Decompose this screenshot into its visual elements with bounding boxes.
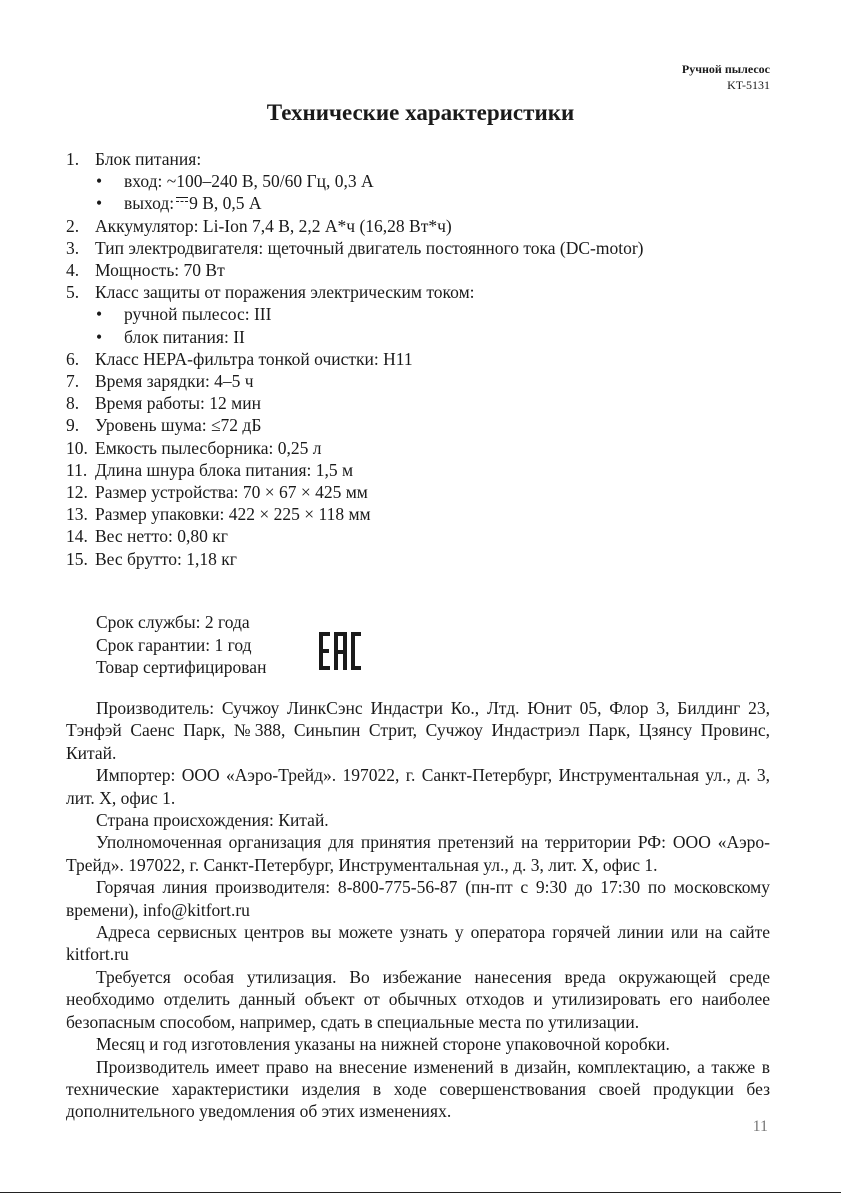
bullet-icon: • xyxy=(96,171,103,192)
spec-number: 1. xyxy=(66,149,80,169)
bullet-icon: • xyxy=(96,304,103,325)
spec-item xyxy=(66,348,776,370)
hotline-paragraph: Горячая линия производителя: 8-800-775-56-87 (пн-пт с 9:30 до 17:30 по московскому времени), info@kitfort.ru xyxy=(66,877,770,920)
spec-item xyxy=(66,281,776,303)
spec-number: 11. xyxy=(66,459,88,480)
spec-number: 13. xyxy=(66,504,88,525)
page-number: 11 xyxy=(752,1118,768,1135)
spec-text: Вес брутто: 1,18 кг xyxy=(95,548,237,569)
spec-text: Уровень шума: ≤72 дБ xyxy=(95,415,262,436)
certification-note: Товар сертифицирован xyxy=(96,657,267,677)
spec-text: Аккумулятор: Li-Ion 7,4 В, 2,2 А*ч (16,28 Вт*ч) xyxy=(95,215,452,236)
spec-number: 12. xyxy=(66,482,88,503)
spec-subitem xyxy=(66,303,776,325)
spec-item xyxy=(66,237,776,259)
spec-subitem xyxy=(66,326,776,348)
spec-item xyxy=(66,548,776,570)
spec-number: 7. xyxy=(66,371,80,392)
spec-subtext-prefix: выход: xyxy=(124,193,175,214)
origin-paragraph: Страна происхождения: Китай. xyxy=(96,810,329,831)
model-number: KT-5131 xyxy=(727,78,770,92)
bottom-divider xyxy=(0,1192,841,1193)
spec-text: Блок питания: xyxy=(95,149,202,169)
spec-subitem xyxy=(66,170,776,192)
spec-item xyxy=(66,148,776,170)
product-name: Ручной пылесос xyxy=(681,62,770,76)
spec-number: 2. xyxy=(66,215,80,236)
authorized-org-paragraph: Уполномоченная организация для принятия претензий на территории РФ: ООО «Аэро-Трейд». 197022, г. Санкт-Петербург, Инструментальная ул., д. 3, лит. Х, офис 1. xyxy=(66,832,770,875)
importer-paragraph: Импортер: ООО «Аэро-Трейд». 197022, г. Санкт-Петербург, Инструментальная ул., д. 3, лит. Х, офис 1. xyxy=(66,765,770,808)
spec-item xyxy=(66,481,776,503)
warranty-period: Срок гарантии: 1 год xyxy=(96,634,252,655)
spec-number: 3. xyxy=(66,237,80,258)
spec-item xyxy=(66,370,776,392)
page-header xyxy=(682,61,770,93)
spec-number: 15. xyxy=(66,548,88,569)
spec-text: Класс HEPA-фильтра тонкой очистки: H11 xyxy=(95,348,413,369)
spec-item xyxy=(66,414,776,436)
disposal-paragraph: Требуется особая утилизация. Во избежание нанесения вреда окружающей среде необходимо отделить данный объект от обычных отходов и утилизировать его наиболее безопасным способом, например, сдать в специальные места по утилизации. xyxy=(66,966,770,1032)
page-title: Технические характеристики xyxy=(266,100,575,125)
spec-number: 8. xyxy=(66,393,80,414)
spec-subtext: блок питания: II xyxy=(124,326,245,347)
spec-text: Мощность: 70 Вт xyxy=(95,260,225,281)
bullet-icon: • xyxy=(96,326,103,347)
spec-number: 9. xyxy=(66,415,80,436)
spec-text: Тип электродвигателя: щеточный двигатель постоянного тока (DC-motor) xyxy=(95,237,644,258)
spec-text: Вес нетто: 0,80 кг xyxy=(95,526,228,547)
spec-subitem xyxy=(66,192,776,214)
spec-item xyxy=(66,437,776,459)
spec-text: Время работы: 12 мин xyxy=(95,393,261,414)
spec-subtext-value: 9 В, 0,5 А xyxy=(189,193,262,214)
spec-item xyxy=(66,525,776,547)
spec-text: Класс защиты от поражения электрическим током: xyxy=(95,282,475,303)
spec-number: 14. xyxy=(66,526,88,547)
spec-number: 10. xyxy=(66,437,88,458)
service-life: Срок службы: 2 года xyxy=(96,612,250,632)
bullet-icon: • xyxy=(96,193,103,214)
spec-item xyxy=(66,392,776,414)
spec-item xyxy=(66,503,776,525)
spec-number: 4. xyxy=(66,260,80,281)
manufacturer-paragraph: Производитель: Сучжоу ЛинкСэнс Индастри Ко., Лтд. Юнит 05, Флор 3, Билдинг 23, Тэнфэй Саенс Парк, №388, Синьпин Стрит, Сучжоу Индастриэл Парк, Цзянсу Провинс, Китай. xyxy=(66,698,770,763)
spec-item xyxy=(66,259,776,281)
service-info xyxy=(96,611,266,679)
spec-subtext: вход: ~100–240 В, 50/60 Гц, 0,3 А xyxy=(124,171,374,192)
spec-text: Длина шнура блока питания: 1,5 м xyxy=(95,459,354,480)
manufacturer-info xyxy=(66,697,770,1123)
spec-text: Размер устройства: 70 × 67 × 425 мм xyxy=(95,482,368,503)
spec-text: Размер упаковки: 422 × 225 × 118 мм xyxy=(95,504,371,525)
spec-subtext: ручной пылесос: III xyxy=(124,304,272,325)
spec-number: 6. xyxy=(66,348,80,369)
specs-list xyxy=(66,148,776,570)
eac-certification-logo xyxy=(319,632,361,670)
spec-item xyxy=(66,215,776,237)
service-centers-paragraph: Адреса сервисных центров вы можете узнать у оператора горячей линии или на сайте kitfort.ru xyxy=(66,922,770,965)
manufacture-date-paragraph: Месяц и год изготовления указаны на нижней стороне упаковочной коробки. xyxy=(96,1034,670,1055)
changes-paragraph: Производитель имеет право на внесение изменений в дизайн, комплектацию, а также в технические характеристики изделия в ходе совершенствования своей продукции без дополнительного уведомления об этих изменениях. xyxy=(66,1056,770,1122)
spec-item xyxy=(66,459,776,481)
spec-number: 5. xyxy=(66,282,80,303)
spec-text: Время зарядки: 4–5 ч xyxy=(95,371,254,392)
direct-current-icon xyxy=(176,197,188,206)
spec-text: Емкость пылесборника: 0,25 л xyxy=(95,437,322,458)
